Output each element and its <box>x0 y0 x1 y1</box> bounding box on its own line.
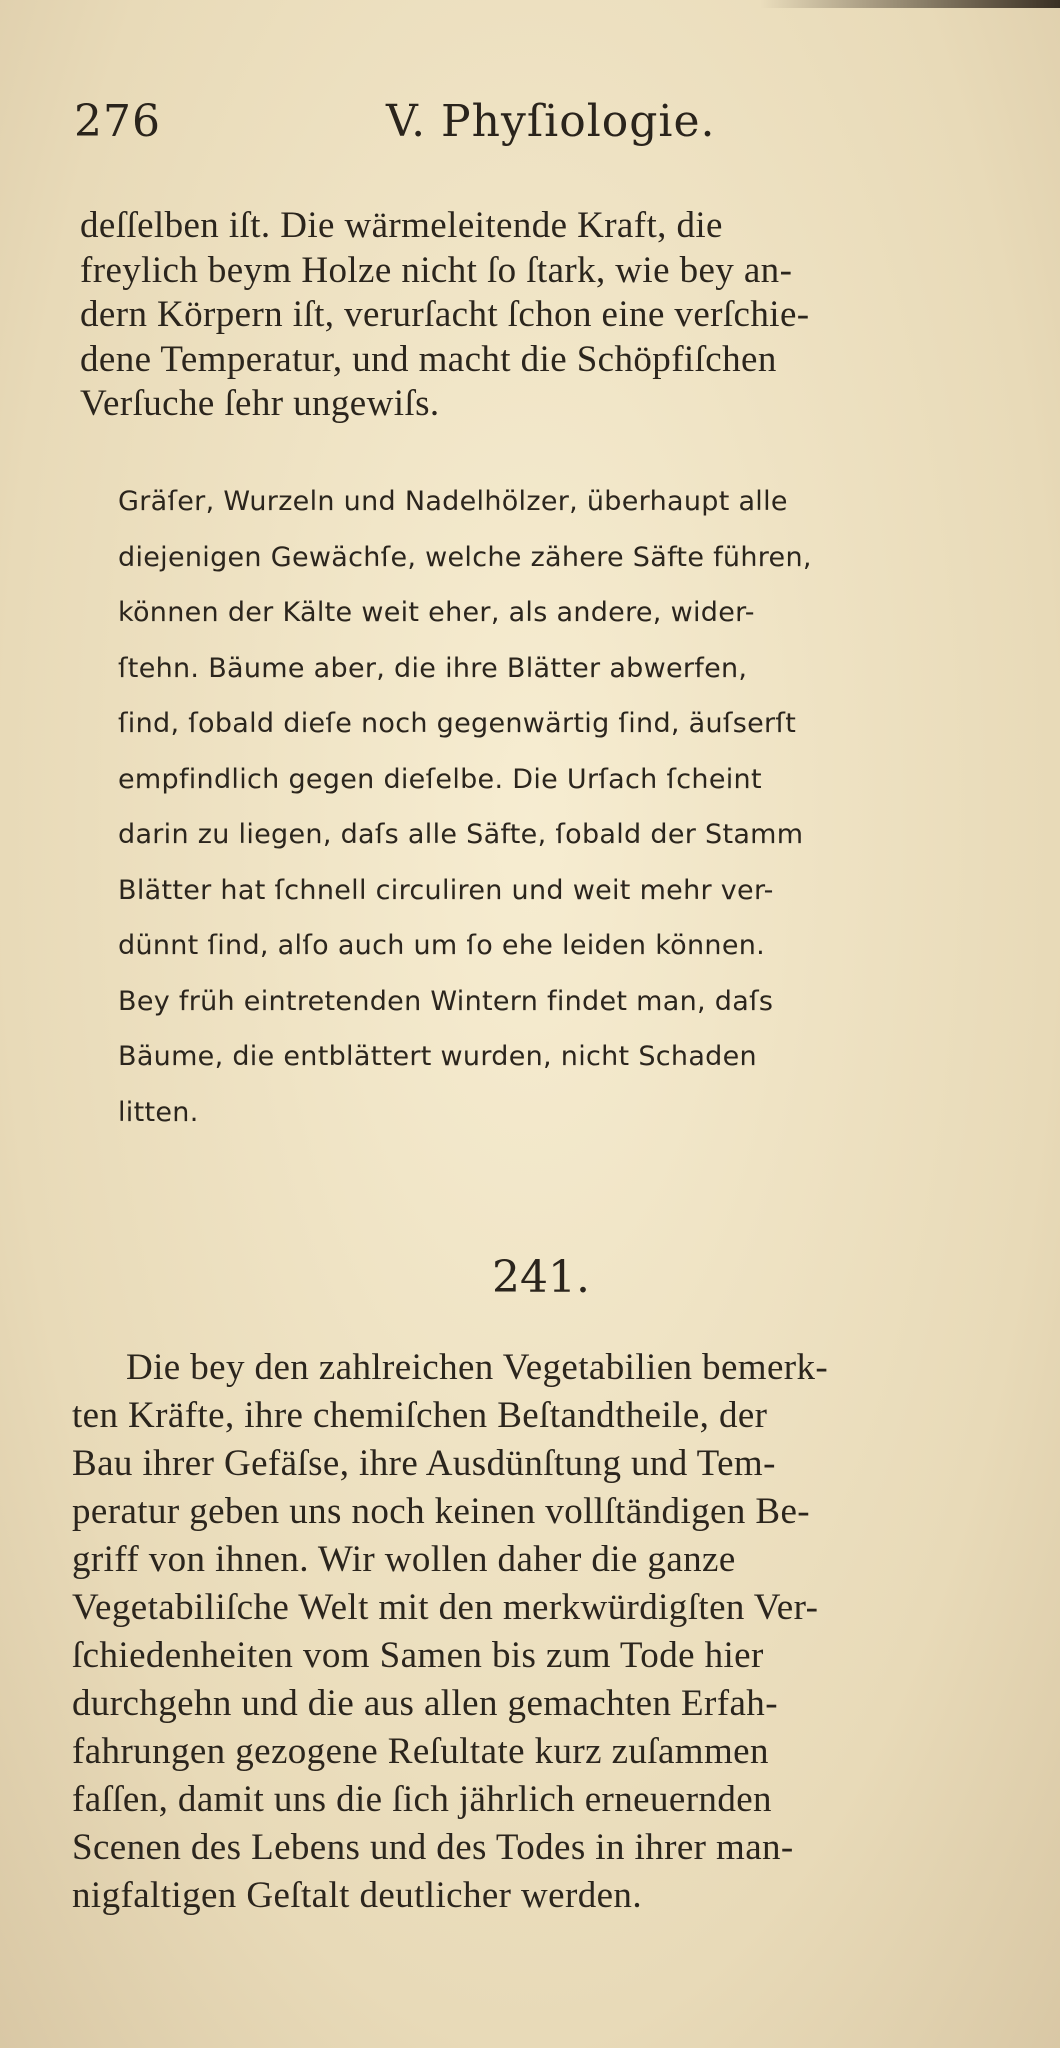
note-line: Gräſer, Wurzeln und Nadelhölzer, überhaupt alle <box>118 486 788 517</box>
note-line: Blätter hat ſchnell circuliren und weit mehr ver- <box>118 874 774 906</box>
text-line: nigfaltigen Geſtalt deutlicher werden. <box>72 1875 642 1916</box>
note-line: diejenigen Gewächſe, welche zähere Säfte führen, <box>118 541 812 573</box>
text-line: durchgehn und die aus allen gemachten Erfah- <box>72 1683 778 1724</box>
text-line: dern Körpern iſt, verurſacht ſchon eine verſchie- <box>80 294 810 335</box>
note-line: Bey früh eintretenden Wintern findet man, daſs <box>118 985 774 1017</box>
text-line: fahrungen gezogene Reſultate kurz zuſammen <box>72 1731 769 1772</box>
text-line: ten Kräfte, ihre chemiſchen Beſtandtheile, der <box>72 1395 768 1436</box>
note-line: können der Kälte weit eher, als andere, wider- <box>118 597 755 628</box>
text-line: Vegetabiliſche Welt mit den merkwürdigſten Ver- <box>72 1587 819 1628</box>
page-header <box>74 96 974 156</box>
text-line: freylich beym Holze nicht ſo ſtark, wie bey an- <box>80 249 793 291</box>
text-line: ſchiedenheiten vom Samen bis zum Tode hier <box>72 1635 764 1676</box>
paragraph-1 <box>80 204 1040 427</box>
note-line: Bäume, die entblättert wurden, nicht Schaden <box>118 1041 757 1072</box>
page-edge-shadow <box>760 0 1060 8</box>
note-line: empfindlich gegen dieſelbe. Die Urſach ſcheint <box>118 763 762 795</box>
note-line: dünnt ſind, alſo auch um ſo ehe leiden können. <box>118 930 766 961</box>
running-head: V. Phyſiologie. <box>386 96 716 147</box>
page-number: 276 <box>74 96 161 147</box>
note-line: darin zu liegen, daſs alle Säfte, ſobald der Stamm <box>118 819 804 850</box>
text-line: Die bey den zahlreichen Vegetabilien bemerk- <box>126 1347 829 1388</box>
text-line: peratur geben uns noch keinen vollſtändigen Be- <box>72 1491 811 1532</box>
text-line: Bau ihrer Gefäſse, ihre Ausdünſtung und Tem- <box>72 1443 776 1484</box>
text-line: deſſelben iſt. Die wärmeleitende Kraft, die <box>80 205 723 246</box>
text-line: dene Temperatur, und macht die Schöpfiſchen <box>80 338 777 380</box>
text-line: Verſuche ſehr ungewiſs. <box>80 383 440 424</box>
note-line: litten. <box>118 1096 199 1128</box>
paragraph-2 <box>72 1344 1052 1920</box>
note-line: ſind, ſobald dieſe noch gegenwärtig ſind, äuſserſt <box>118 708 797 739</box>
text-line: griff von ihnen. Wir wollen daher die ganze <box>72 1539 736 1580</box>
footnote-block <box>118 474 1018 1140</box>
text-line: Scenen des Lebens und des Todes in ihrer man- <box>72 1827 794 1868</box>
section-number: 241. <box>492 1252 590 1303</box>
note-line: ſtehn. Bäume aber, die ihre Blätter abwerfen, <box>118 652 748 684</box>
text-line: faſſen, damit uns die ſich jährlich erneuernden <box>72 1779 772 1820</box>
